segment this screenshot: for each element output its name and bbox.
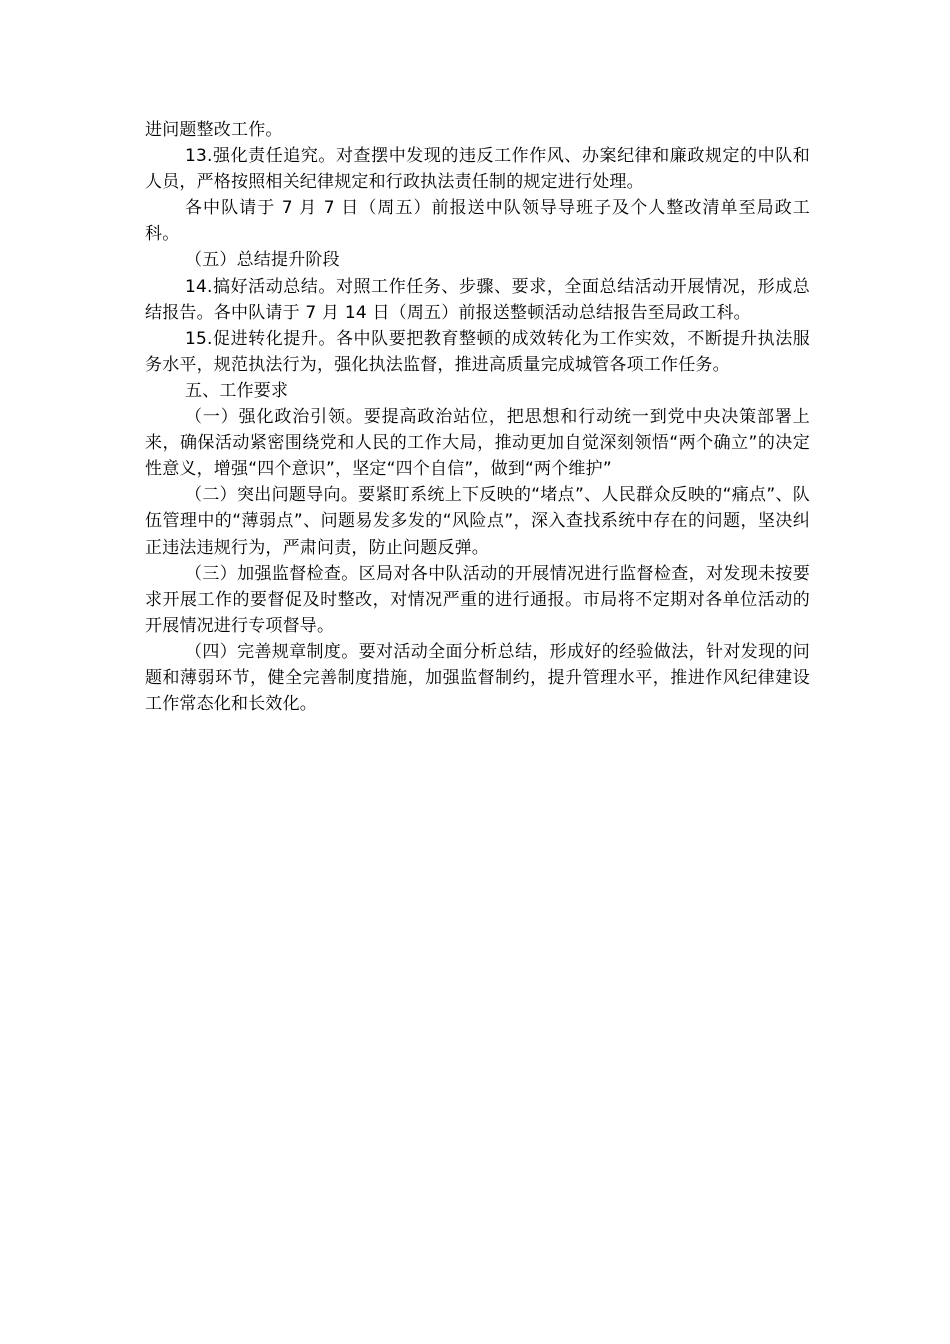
paragraph-requirement-4: （四）完善规章制度。要对活动全面分析总结，形成好的经验做法，针对发现的问题和薄弱环节，健全完善制度措施，加强监督制约，提升管理水平，推进作风纪律建设工作常态化和长效化。 <box>145 641 810 715</box>
paragraph-requirement-1: （一）强化政治引领。要提高政治站位，把思想和行动统一到党中央决策部署上来，确保活动紧密围绕党和人民的工作大局，推动更加自觉深刻领悟“两个确立”的决定性意义，增强“四个意识”，坚定“四个自信”，做到“两个维护” <box>145 407 810 480</box>
paragraph-deadline-note: 各中队请于 7 月 7 日（周五）前报送中队领导导班子及个人整改清单至局政工科。 <box>145 198 810 245</box>
section-heading-work-requirements: 五、工作要求 <box>185 380 289 401</box>
document-body <box>145 117 810 717</box>
paragraph-item-15: 15.促进转化提升。各中队要把教育整顿的成效转化为工作实效，不断提升执法服务水平，规范执法行为，强化执法监督，推进高质量完成城管各项工作任务。 <box>145 328 810 375</box>
paragraph-item-13: 13.强化责任追究。对查摆中发现的违反工作作风、办案纪律和廉政规定的中队和人员，严格按照相关纪律规定和行政执法责任制的规定进行处理。 <box>145 146 810 193</box>
section-heading-summary-stage: （五）总结提升阶段 <box>185 250 340 271</box>
paragraph-continuation: 进问题整改工作。 <box>145 120 283 140</box>
paragraph-requirement-2: （二）突出问题导向。要紧盯系统上下反映的“堵点”、人民群众反映的“痛点”、队伍管理中的“薄弱点”、问题易发多发的“风险点”，深入查找系统中存在的问题，坚决纠正违法违规行为，严肃问责，防止问题反弹。 <box>145 485 810 558</box>
paragraph-requirement-3: （三）加强监督检查。区局对各中队活动的开展情况进行监督检查，对发现未按要求开展工作的要督促及时整改，对情况严重的进行通报。市局将不定期对各单位活动的开展情况进行专项督导。 <box>145 563 810 636</box>
paragraph-item-14: 14.搞好活动总结。对照工作任务、步骤、要求，全面总结活动开展情况，形成总结报告。各中队请于 7 月 14 日（周五）前报送整顿活动总结报告至局政工科。 <box>145 276 810 323</box>
